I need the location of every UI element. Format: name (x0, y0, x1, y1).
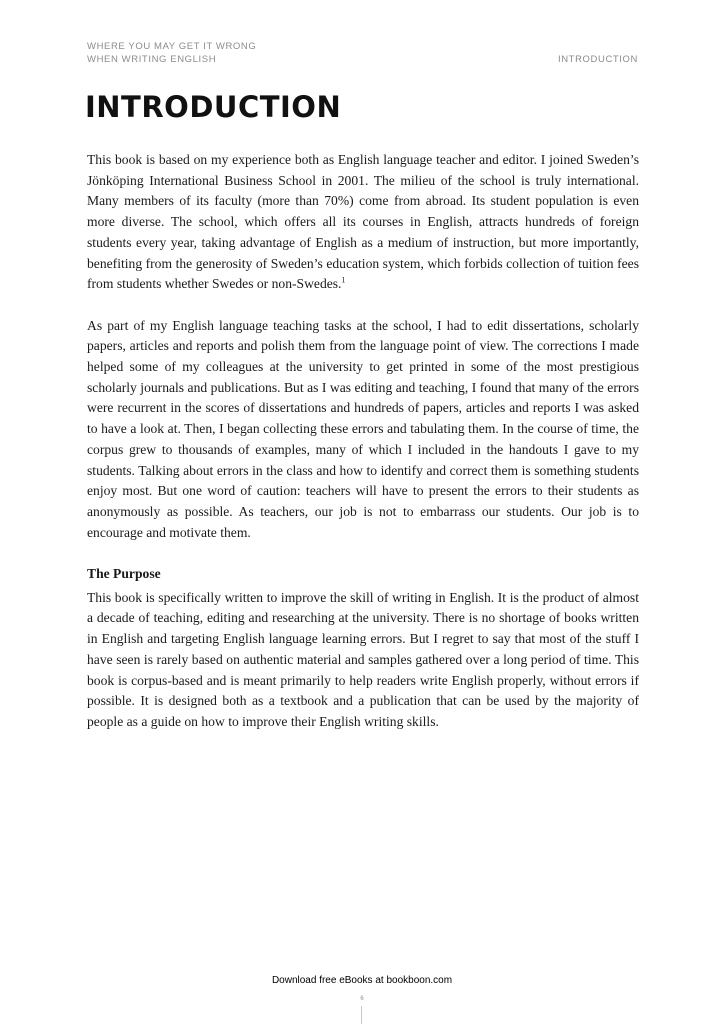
page-title: INTRODUCTION (85, 90, 342, 124)
footer-download-link[interactable]: Download free eBooks at bookboon.com (271, 975, 453, 986)
intro-paragraph-1-text: This book is based on my experience both as English language teacher and editor. I joined Sweden’s Jönköping International Business School in 2001. The milieu of the school is truly international. Many members of its faculty (more than 70%) come from abroad. Its student population is even more diverse. The school, which offers all its courses in English, attracts hundreds of foreign students every year, taking advantage of English as a medium of instruction, but more importantly, benefiting from the generosity of Sweden’s education system, which forbids collection of tuition fees from students whether Swedes or non-Swedes. (87, 152, 639, 292)
section-header: INTRODUCTION (557, 54, 638, 65)
purpose-paragraph: This book is specifically written to improve the skill of writing in English. It is the product of almost a decade of teaching, editing and researching at the university. There is no shortage of books written in English and targeting English language learning errors. But I regret to say that most of the stuff I have seen is rarely based on authentic material and samples gathered over a long period of time. This book is corpus-based and is meant primarily to help readers write English properly, without errors if possible. It is designed both as a textbook and a publication that can be used by the majority of people as a guide on how to improve their English writing skills. (87, 589, 639, 729)
book-title-line-2: WHEN WRITING ENGLISH (87, 54, 217, 65)
intro-paragraph-1 (87, 150, 639, 295)
section-heading-purpose: The Purpose (87, 566, 161, 582)
book-title-line-1: WHERE YOU MAY GET IT WRONG (87, 41, 257, 52)
footnote-reference[interactable]: 1 (341, 275, 346, 285)
page-number: 6 (360, 996, 364, 1002)
intro-paragraph-2: As part of my English language teaching tasks at the school, I had to edit dissertations, scholarly papers, articles and reports and polish them from the language point of view. The corrections I made helped some of my colleagues at the university to get printed in some of the most prestigious scholarly journals and publications. But as I was editing and teaching, I found that many of the errors were recurrent in the scores of dissertations and hundreds of papers, articles and reports I was asked to have a look at. Then, I began collecting these errors and tabulating them. In the course of time, the corpus grew to thousands of examples, many of which I included in the handouts I gave to my students. Talking about errors in the class and how to identify and correct them is something students enjoy most. But one word of caution: teachers will have to present the errors to their students as anonymously as possible. As teachers, our job is not to embarrass our students. Our job is to encourage and motivate them. (87, 317, 639, 540)
body-content (87, 150, 639, 753)
page-number-rule (361, 1006, 362, 1024)
book-title-header (87, 40, 387, 66)
